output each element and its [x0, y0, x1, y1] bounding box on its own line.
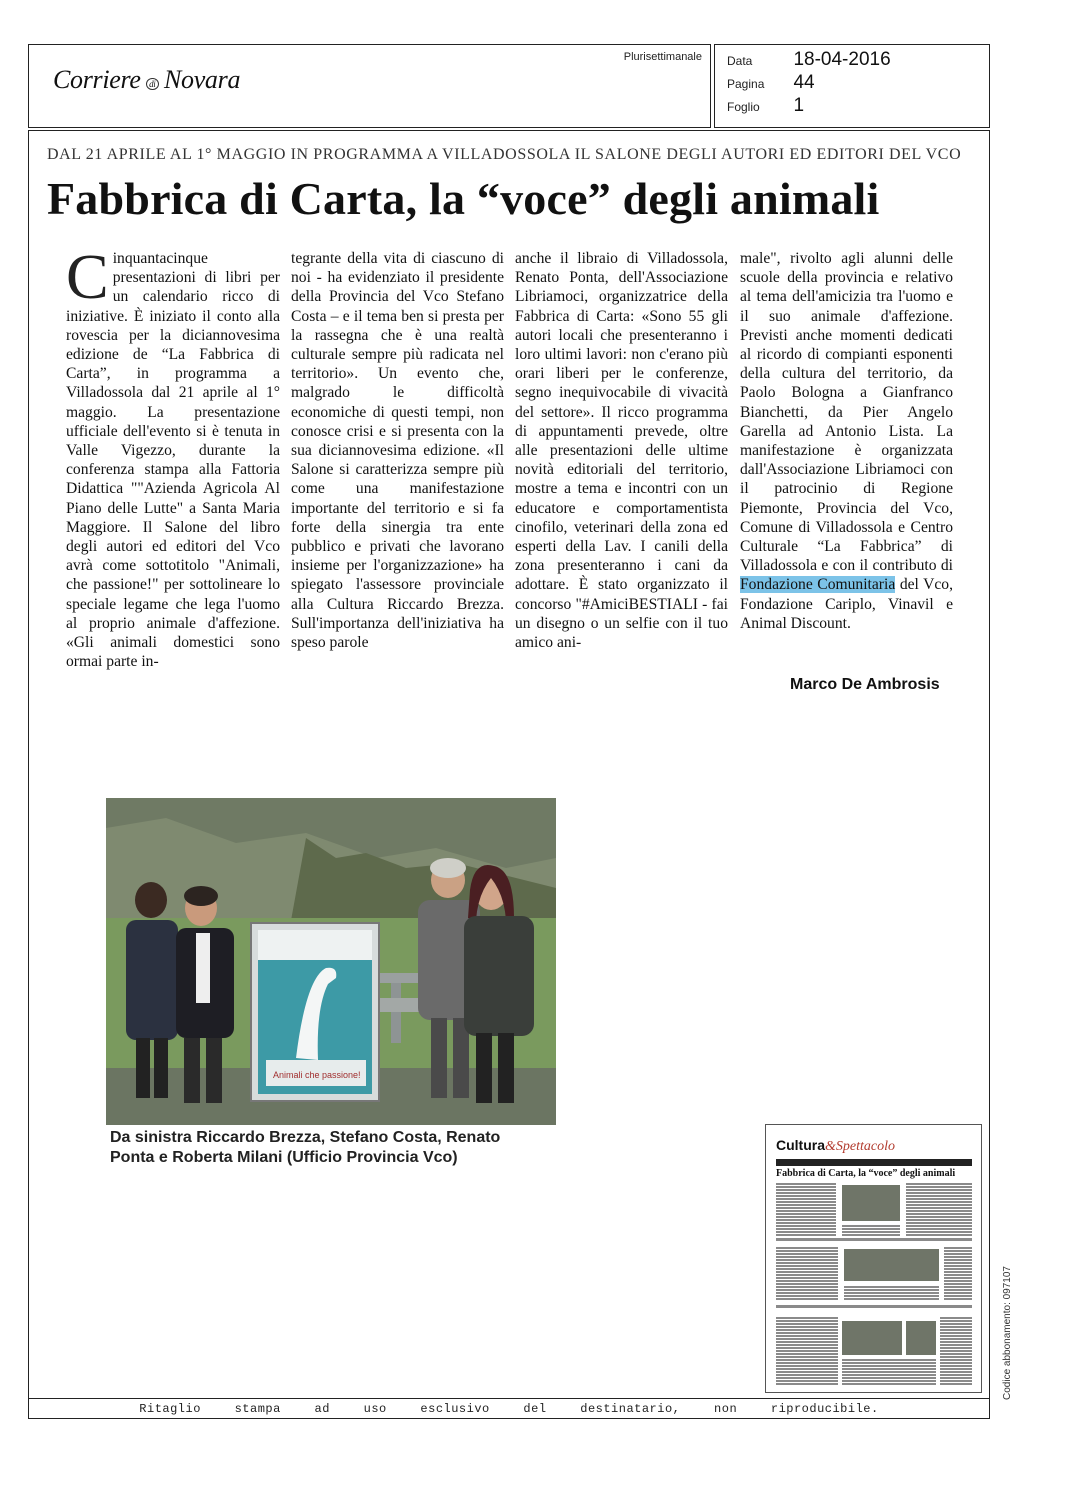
thumbnail-line — [776, 1186, 836, 1188]
thumbnail-line — [776, 1262, 838, 1264]
thumbnail-line — [776, 1368, 838, 1370]
thumbnail-line — [906, 1234, 972, 1236]
article-byline: Marco De Ambrosis — [790, 676, 940, 693]
thumbnail-line — [842, 1234, 900, 1236]
thumbnail-line — [940, 1356, 972, 1358]
masthead-box — [28, 44, 711, 128]
thumbnail-line — [776, 1332, 838, 1334]
thumbnail-line — [776, 1198, 836, 1200]
thumbnail-line — [776, 1238, 972, 1241]
meta-label: Foglio — [727, 100, 760, 114]
thumbnail-line — [906, 1195, 972, 1197]
thumbnail-line — [842, 1225, 900, 1227]
meta-label: Data — [727, 54, 753, 68]
thumbnail-line — [776, 1231, 836, 1233]
thumbnail-line — [776, 1265, 838, 1267]
thumbnail-line — [906, 1216, 972, 1218]
thumbnail-line — [940, 1383, 972, 1385]
article-column-3: anche il libraio di Villadossola, Renato Ponta, dell'Associazione Libriamoci, organizzatrice della Fabbrica di Carta: «Sono 55 gli autori locali che presenteranno i loro ultimi lavori: non c'erano più orari liberi per le conferenze, segno inequivocabile di vivacità del settore». Il ricco programma di appuntamenti prevede, oltre alle presentazioni delle ultime novità editoriali del territorio, mostre a tema e incontri con un educatore e comportamentista cinofilo, veterinari della zona ed esperti della Lav. I canili della zona presenteranno i cani da adottare. È stato organizzato il concorso "#AmiciBESTIALI - fai un disegno o un selfie con il tuo amico ani- — [515, 250, 728, 652]
thumbnail-line — [906, 1225, 972, 1227]
thumbnail-line — [776, 1234, 836, 1236]
thumbnail-line — [776, 1289, 838, 1291]
photo-caption — [110, 1128, 500, 1168]
thumbnail-line — [940, 1317, 972, 1319]
thumbnail-bar — [776, 1159, 972, 1166]
thumbnail-line — [906, 1231, 972, 1233]
logo-line2: Novara — [163, 65, 241, 94]
thumbnail-line — [940, 1353, 972, 1355]
thumbnail-line — [940, 1338, 972, 1340]
thumbnail-line — [776, 1189, 836, 1191]
thumbnail-line — [906, 1222, 972, 1224]
thumbnail-line — [940, 1341, 972, 1343]
thumbnail-line — [776, 1183, 836, 1185]
thumbnail-line — [906, 1183, 972, 1185]
thumbnail-line — [776, 1344, 838, 1346]
thumbnail-line — [940, 1365, 972, 1367]
thumbnail-line — [776, 1204, 836, 1206]
thumbnail-line — [776, 1353, 838, 1355]
thumbnail-photo — [844, 1249, 939, 1281]
thumbnail-line — [842, 1374, 936, 1376]
thumbnail-line — [906, 1189, 972, 1191]
section-amp: & — [825, 1139, 836, 1154]
thumbnail-line — [940, 1332, 972, 1334]
thumbnail-line — [776, 1317, 838, 1319]
thumbnail-line — [944, 1259, 972, 1261]
thumbnail-line — [776, 1213, 836, 1215]
thumbnail-line — [940, 1359, 972, 1361]
thumbnail-line — [906, 1198, 972, 1200]
thumbnail-line — [776, 1380, 838, 1382]
thumbnail-line — [776, 1286, 838, 1288]
thumbnail-line — [940, 1347, 972, 1349]
meta-row-foglio — [727, 95, 804, 117]
thumbnail-line — [776, 1201, 836, 1203]
thumbnail-line — [944, 1253, 972, 1255]
publication-frequency: Plurisettimanale — [623, 51, 702, 63]
thumbnail-line — [776, 1383, 838, 1385]
thumbnail-line — [776, 1207, 836, 1209]
thumbnail-line — [844, 1286, 939, 1288]
thumbnail-line — [776, 1250, 838, 1252]
meta-value: 18-04-2016 — [793, 49, 891, 70]
thumbnail-photo — [842, 1321, 902, 1355]
thumbnail-line — [940, 1329, 972, 1331]
thumbnail-line — [776, 1247, 838, 1249]
thumbnail-line — [906, 1207, 972, 1209]
article-column-1 — [66, 241, 280, 671]
thumbnail-line — [944, 1265, 972, 1267]
thumbnail-line — [944, 1280, 972, 1282]
thumbnail-line — [944, 1256, 972, 1258]
thumbnail-line — [940, 1335, 972, 1337]
thumbnail-line — [776, 1356, 838, 1358]
thumbnail-line — [776, 1195, 836, 1197]
thumbnail-line — [842, 1228, 900, 1230]
thumbnail-line — [906, 1204, 972, 1206]
thumbnail-line — [842, 1380, 936, 1382]
thumbnail-line — [776, 1225, 836, 1227]
thumbnail-line — [906, 1219, 972, 1221]
meta-row-pagina — [727, 72, 815, 94]
thumbnail-line — [944, 1298, 972, 1300]
thumbnail-line — [844, 1292, 939, 1294]
thumbnail-line — [776, 1222, 836, 1224]
thumbnail-line — [776, 1359, 838, 1361]
thumbnail-line — [944, 1247, 972, 1249]
page-thumbnail — [765, 1124, 982, 1393]
thumbnail-line — [944, 1250, 972, 1252]
thumbnail-line — [776, 1216, 836, 1218]
thumbnail-line — [776, 1347, 838, 1349]
thumbnail-line — [940, 1377, 972, 1379]
thumbnail-line — [776, 1338, 838, 1340]
thumbnail-line — [776, 1371, 838, 1373]
thumbnail-line — [944, 1277, 972, 1279]
thumbnail-line — [776, 1192, 836, 1194]
thumbnail-line — [906, 1192, 972, 1194]
thumbnail-line — [776, 1271, 838, 1273]
thumbnail-line — [844, 1289, 939, 1291]
photo-illustration — [106, 798, 556, 1125]
thumbnail-line — [842, 1377, 936, 1379]
thumbnail-line — [842, 1368, 936, 1370]
thumbnail-line — [776, 1268, 838, 1270]
thumbnail-line — [940, 1326, 972, 1328]
thumbnail-line — [776, 1305, 972, 1308]
thumbnail-line — [940, 1350, 972, 1352]
thumbnail-line — [906, 1213, 972, 1215]
thumbnail-line — [940, 1380, 972, 1382]
thumbnail-photo — [842, 1185, 900, 1221]
column-text: inquantacinque presentazioni di libri per un calendario ricco di iniziative. È iniziato il conto alla rovescia per la diciannovesima edizione de “La Fabbrica di Carta”, in programma a Villadossola dal 21 aprile al 1° maggio. La presentazione ufficiale dell'evento si è tenuta in Valle Vigezzo, durante la conferenza stampa alla Fattoria Didattica ""Azienda Agricola Al Piano delle Lutte" a Santa Maria Maggiore. Il Salone del libro degli autori ed editori del Vco avrà come sottotitolo "Animali, che passione!" per sottolineare lo speciale legame che lega l'uomo al proprio animale d'affezione. «Gli animali domestici sono ormai parte in- — [66, 250, 280, 671]
thumbnail-line — [944, 1283, 972, 1285]
column-text: male", rivolto agli alunni delle scuole della provincia e relativo al tema dell'amicizia tra l'uomo e il suo animale d'affezione. Previsti anche momenti dedicati al ricordo di compianti esponenti della cultura del territorio, da Paolo Bologna a Gianfranco Bianchetti, da Pier Angelo Garella ad Antonio Lista. La manifestazione è organizzata dall'Associazione Libriamoci con il patrocinio di Regione Piemonte, Provincia del Vco, Comune di Villadossola e Centro Culturale “La Fabbrica” di Villadossola e con il contributo di — [740, 250, 953, 575]
thumbnail-line — [940, 1323, 972, 1325]
meta-value: 1 — [793, 95, 805, 116]
thumbnail-line — [776, 1228, 836, 1230]
thumbnail-line — [776, 1320, 838, 1322]
section-name: Cultura — [776, 1137, 825, 1153]
thumbnail-line — [776, 1326, 838, 1328]
thumbnail-line — [844, 1295, 939, 1297]
thumbnail-line — [944, 1274, 972, 1276]
thumbnail-line — [944, 1286, 972, 1288]
thumbnail-line — [842, 1383, 936, 1385]
thumbnail-line — [842, 1371, 936, 1373]
thumbnail-line — [944, 1292, 972, 1294]
thumbnail-line — [940, 1344, 972, 1346]
subscription-code: Codice abbonamento: 097107 — [1002, 1266, 1013, 1400]
thumbnail-line — [776, 1374, 838, 1376]
thumbnail-line — [776, 1210, 836, 1212]
logo-connector: di — [146, 78, 158, 90]
thumbnail-line — [842, 1231, 900, 1233]
thumbnail-line — [944, 1268, 972, 1270]
thumbnail-line — [776, 1362, 838, 1364]
caption-line: Da sinistra Riccardo Brezza, Stefano Costa, Renato — [110, 1129, 501, 1146]
thumbnail-line — [776, 1277, 838, 1279]
thumbnail-photo — [906, 1321, 936, 1355]
thumbnail-line — [776, 1259, 838, 1261]
thumbnail-line — [776, 1219, 836, 1221]
thumbnail-line — [776, 1292, 838, 1294]
section-name-italic: Spettacolo — [835, 1139, 895, 1154]
thumbnail-line — [944, 1289, 972, 1291]
thumbnail-line — [776, 1280, 838, 1282]
thumbnail-line — [776, 1295, 838, 1297]
meta-label: Pagina — [727, 77, 765, 91]
thumbnail-line — [776, 1365, 838, 1367]
logo-line1: Corriere — [53, 65, 141, 94]
thumbnail-line — [944, 1271, 972, 1273]
thumbnail-line — [776, 1323, 838, 1325]
thumbnail-line — [940, 1320, 972, 1322]
thumbnail-line — [776, 1350, 838, 1352]
thumbnail-line — [906, 1228, 972, 1230]
thumbnail-line — [776, 1274, 838, 1276]
thumbnail-line — [940, 1374, 972, 1376]
thumbnail-line — [940, 1368, 972, 1370]
thumbnail-line — [776, 1377, 838, 1379]
poster-text: Animali che passione! — [273, 1070, 361, 1080]
thumbnail-line — [906, 1210, 972, 1212]
thumbnail-line — [940, 1362, 972, 1364]
meta-row-data — [727, 49, 891, 71]
meta-box — [714, 44, 990, 128]
thumbnail-headline: Fabbrica di Carta, la “voce” degli animali — [776, 1168, 956, 1179]
thumbnail-line — [776, 1298, 838, 1300]
thumbnail-line — [842, 1365, 936, 1367]
thumbnail-line — [906, 1186, 972, 1188]
article-headline: Fabbrica di Carta, la “voce” degli animali — [47, 173, 880, 224]
thumbnail-line — [776, 1256, 838, 1258]
thumbnail-line — [776, 1253, 838, 1255]
article-kicker: DAL 21 APRILE AL 1° MAGGIO IN PROGRAMMA A VILLADOSSOLA IL SALONE DEGLI AUTORI ED EDITORI DEL VCO — [47, 146, 962, 163]
drop-cap: C — [66, 241, 109, 312]
thumbnail-line — [944, 1262, 972, 1264]
event-photo — [106, 798, 556, 1125]
article-column-4 — [740, 249, 953, 633]
thumbnail-line — [940, 1371, 972, 1373]
thumbnail-line — [776, 1283, 838, 1285]
caption-line: Ponta e Roberta Milani (Ufficio Provincia Vco) — [110, 1149, 458, 1166]
highlighted-term: Fondazione Comunitaria — [740, 576, 896, 594]
meta-value: 44 — [793, 72, 815, 93]
thumbnail-line — [842, 1359, 936, 1361]
thumbnail-line — [842, 1362, 936, 1364]
thumbnail-line — [776, 1341, 838, 1343]
thumbnail-line — [944, 1295, 972, 1297]
thumbnail-line — [844, 1298, 939, 1300]
thumbnail-line — [776, 1335, 838, 1337]
thumbnail-line — [906, 1201, 972, 1203]
press-clipping-notice: Ritaglio stampa ad uso esclusivo del destinatario, non riproducibile. — [29, 1398, 989, 1419]
newspaper-logo — [53, 65, 241, 94]
column-text: del Vco, Fondazione Cariplo, Vinavil e Animal Discount. — [740, 576, 954, 632]
thumbnail-line — [776, 1329, 838, 1331]
article-column-2: tegrante della vita di ciascuno di noi - ha evidenziato il presidente della Provincia del Vco Stefano Costa – e il tema ben si presta per la rassegna che è una realtà culturale sempre più radicata nel territorio». Un evento che, malgrado le difficoltà economiche di questi tempi, non conosce crisi e si presenta con la sua diciannovesima edizione. «Il Salone si caratterizza sempre più come una manifestazione importante del territorio e si fa forte della sinergia tra ente pubblico e privati che lavorano insieme per l'organizzazione» ha spiegato l'assessore provinciale alla Cultura Riccardo Brezza. Sull'importanza dell'iniziativa ha speso parole — [291, 250, 504, 652]
thumbnail-section-title — [776, 1137, 895, 1155]
